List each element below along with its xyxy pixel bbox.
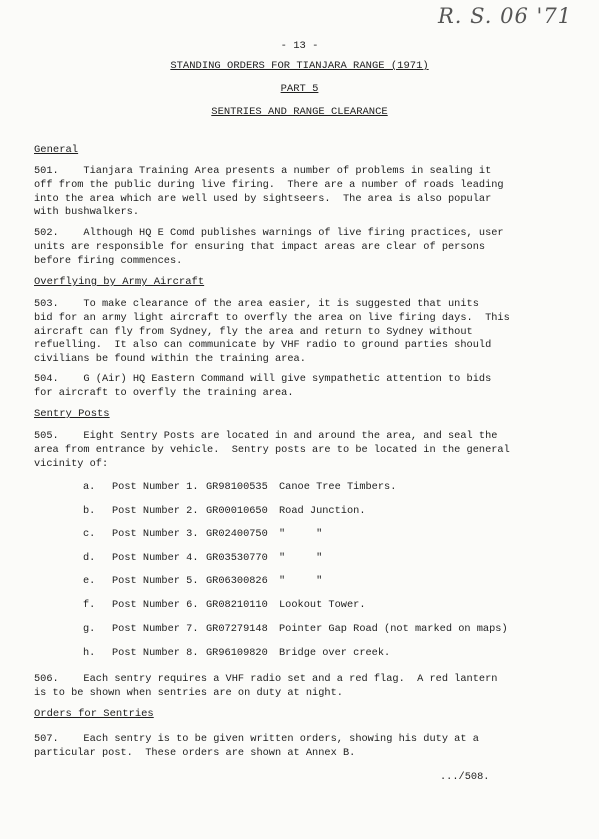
grid-reference: GR08210110 [206,599,268,611]
item-letter: d. [83,552,96,564]
grid-reference: GR06300826 [206,575,268,587]
post-location: Lookout Tower. [279,599,366,611]
item-letter: g. [83,623,96,635]
heading-general: General [34,144,79,156]
heading-orders-for-sentries: Orders for Sentries [34,708,154,720]
item-letter: b. [83,505,96,517]
post-number: Post Number 3. [112,528,199,540]
post-location: Pointer Gap Road (not marked on maps) [279,623,508,635]
item-letter: f. [83,599,96,611]
item-letter: c. [83,528,96,540]
item-letter: e. [83,575,96,587]
handwritten-note: R. S. 06 '71 [438,4,573,28]
post-number: Post Number 1. [112,481,199,493]
post-location: " " [279,575,323,587]
paragraph-502: 502. Although HQ E Comd publishes warnings of live firing practices, user units are responsible for ensuring that impact areas are clear of persons before firing commences. [34,227,504,267]
post-location: Road Junction. [279,505,366,517]
post-number: Post Number 8. [112,647,199,659]
paragraph-505: 505. Eight Sentry Posts are located in and around the area, and seal the area from entrance by vehicle. Sentry posts are to be located in the general vicinity of: [34,430,510,470]
post-location: Bridge over creek. [279,647,391,659]
page-number: - 13 - [280,40,319,52]
grid-reference: GR03530770 [206,552,268,564]
heading-sentry-posts: Sentry Posts [34,408,110,420]
section-subtitle: SENTRIES AND RANGE CLEARANCE [211,106,388,118]
post-location: Canoe Tree Timbers. [279,481,397,493]
post-location: " " [279,552,323,564]
heading-overflying: Overflying by Army Aircraft [34,276,205,288]
grid-reference: GR02400750 [206,528,268,540]
post-number: Post Number 2. [112,505,199,517]
grid-reference: GR00010650 [206,505,268,517]
paragraph-503: 503. To make clearance of the area easier, it is suggested that units bid for an army light aircraft to overfly the area on live firing days. This aircraft can fly from Sydney, fly the area and return to Sydney without refuelling. It also can communicate by VHF radio to ground parties should civilians be found within the training area. [34,298,510,366]
part-heading: PART 5 [280,83,319,95]
paragraph-507: 507. Each sentry is to be given written orders, showing his duty at a particular post. These orders are shown at Annex B. [34,733,479,759]
paragraph-506: 506. Each sentry requires a VHF radio set and a red flag. A red lantern is to be shown when sentries are on duty at night. [34,673,498,699]
grid-reference: GR96109820 [206,647,268,659]
grid-reference: GR98100535 [206,481,268,493]
continuation-marker: .../508. [440,771,490,783]
grid-reference: GR07279148 [206,623,268,635]
post-number: Post Number 7. [112,623,199,635]
post-location: " " [279,528,323,540]
document-title: STANDING ORDERS FOR TIANJARA RANGE (1971) [170,60,429,72]
post-number: Post Number 4. [112,552,199,564]
item-letter: h. [83,647,96,659]
paragraph-504: 504. G (Air) HQ Eastern Command will give sympathetic attention to bids for aircraft to overfly the training area. [34,373,492,399]
item-letter: a. [83,481,96,493]
paragraph-501: 501. Tianjara Training Area presents a number of problems in sealing it off from the public during live firing. There are a number of roads leading into the area which are well used by sightseers. The area is also popular with bushwalkers. [34,165,504,219]
post-number: Post Number 6. [112,599,199,611]
post-number: Post Number 5. [112,575,199,587]
